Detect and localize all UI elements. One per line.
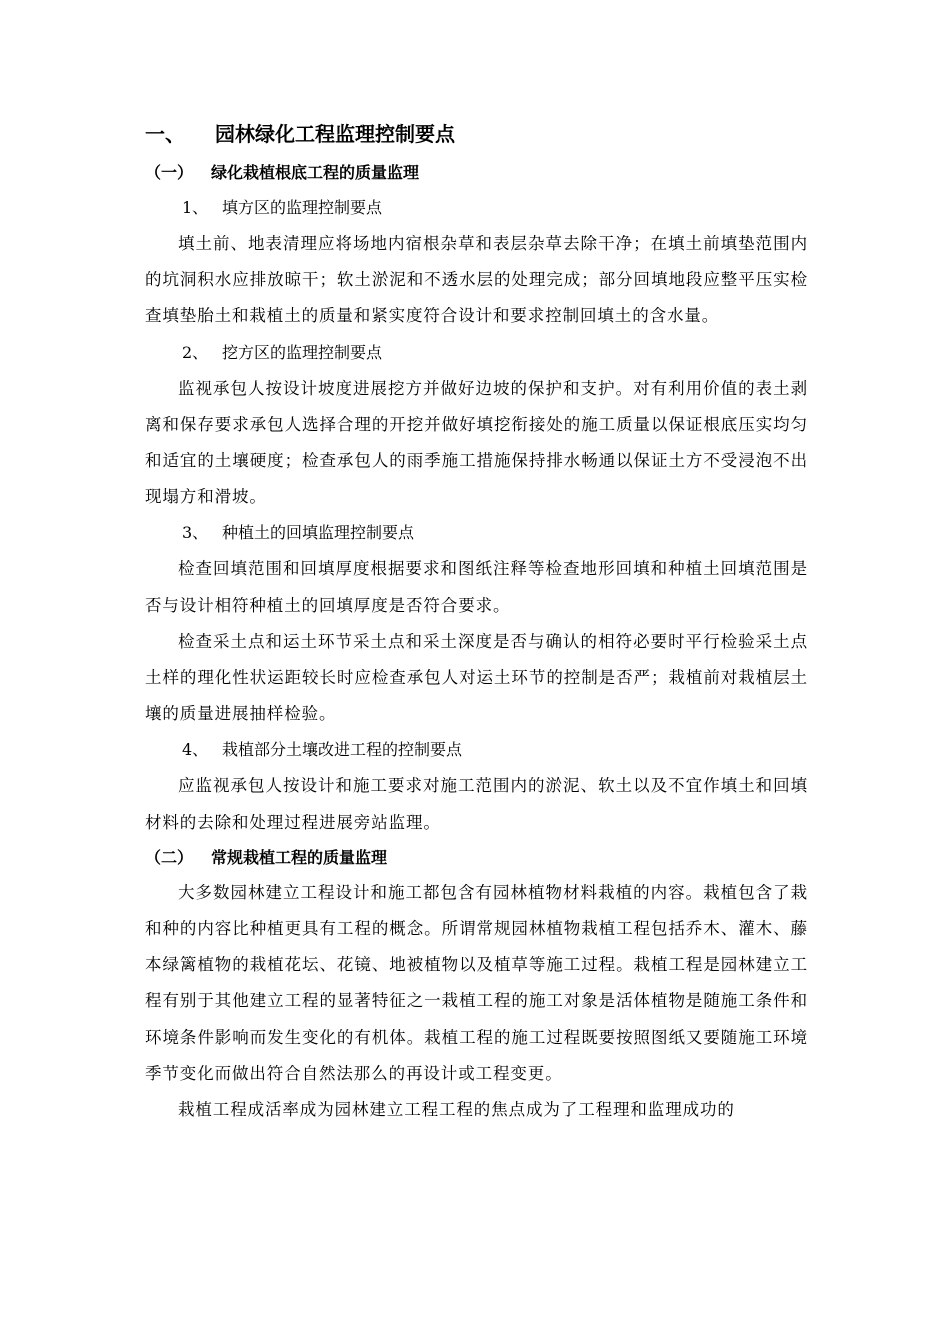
subsection-number: 4、 [182,740,209,760]
subsection-heading-2 [145,335,808,371]
subsection-heading-3 [145,515,808,551]
section-number: （一） [145,163,194,182]
subsection-heading-1 [145,190,808,226]
paragraph: 应监视承包人按设计和施工要求对施工范围内的淤泥、软土以及不宜作填土和回填材料的去除和处理过程进展旁站监理。 [145,776,808,832]
subsection-title: 种植土的回填监理控制要点 [222,523,415,543]
section-number: （二） [145,847,194,867]
document-page [145,118,808,1128]
chapter-heading [145,118,808,150]
paragraph: 大多数园林建立工程设计和施工都包含有园林植物材料栽植的内容。栽植包含了栽和种的内容比种植更具有工程的概念。所谓常规园林植物栽植工程包括乔木、灌木、藤本绿篱植物的栽植花坛、花镜、地被植物以及植草等施工过程。栽植工程是园林建立工程有别于其他建立工程的显著特征之一栽植工程的施工对象是活体植物是随施工条件和环境条件影响而发生变化的有机体。栽植工程的施工过程既要按照图纸又要随施工环境季节变化而做出符合自然法那么的再设计或工程变更。 [145,882,808,1083]
section-title: 绿化栽植根底工程的质量监理 [211,163,420,182]
subsection-number: 1、 [182,198,209,217]
subsection-title: 栽植部分土壤改进工程的控制要点 [222,740,463,760]
section-title: 常规栽植工程的质量监理 [211,847,388,867]
section-heading-2 [145,841,808,875]
paragraph: 检查采土点和运土环节采土点和采土深度是否与确认的相符必要时平行检验采土点土样的理化性状运距较长时应检查承包人对运土环节的控制是否严；栽植前对栽植层土壤的质量进展抽样检验。 [145,631,808,724]
chapter-number: 一、 [145,122,185,146]
subsection-title: 填方区的监理控制要点 [222,198,383,217]
subsection-heading-4 [145,732,808,768]
section-heading-1 [145,156,808,190]
subsection-title: 挖方区的监理控制要点 [222,342,383,362]
subsection-number: 3、 [182,523,209,543]
paragraph: 监视承包人按设计坡度进展挖方并做好边坡的保护和支护。对有利用价值的表土剥离和保存要求承包人选择合理的开挖并做好填挖衔接处的施工质量以保证根底压实均匀和适宜的土壤硬度；检查承包人的雨季施工措施保持排水畅通以保证土方不受浸泡不出现塌方和滑坡。 [145,378,808,507]
subsection-number: 2、 [182,342,209,362]
paragraph: 填土前、地表清理应将场地内宿根杂草和表层杂草去除干净；在填土前填垫范围内的坑洞积水应排放晾干；软土淤泥和不透水层的处理完成；部分回填地段应整平压实检查填垫胎土和栽植土的质量和紧实度符合设计和要求控制回填土的含水量。 [145,234,808,326]
chapter-title: 园林绿化工程监理控制要点 [215,122,455,146]
paragraph: 栽植工程成活率成为园林建立工程工程的焦点成为了工程理和监理成功的 [178,1100,735,1120]
paragraph: 检查回填范围和回填厚度根据要求和图纸注释等检查地形回填和种植土回填范围是否与设计相符种植土的回填厚度是否符合要求。 [145,559,808,615]
